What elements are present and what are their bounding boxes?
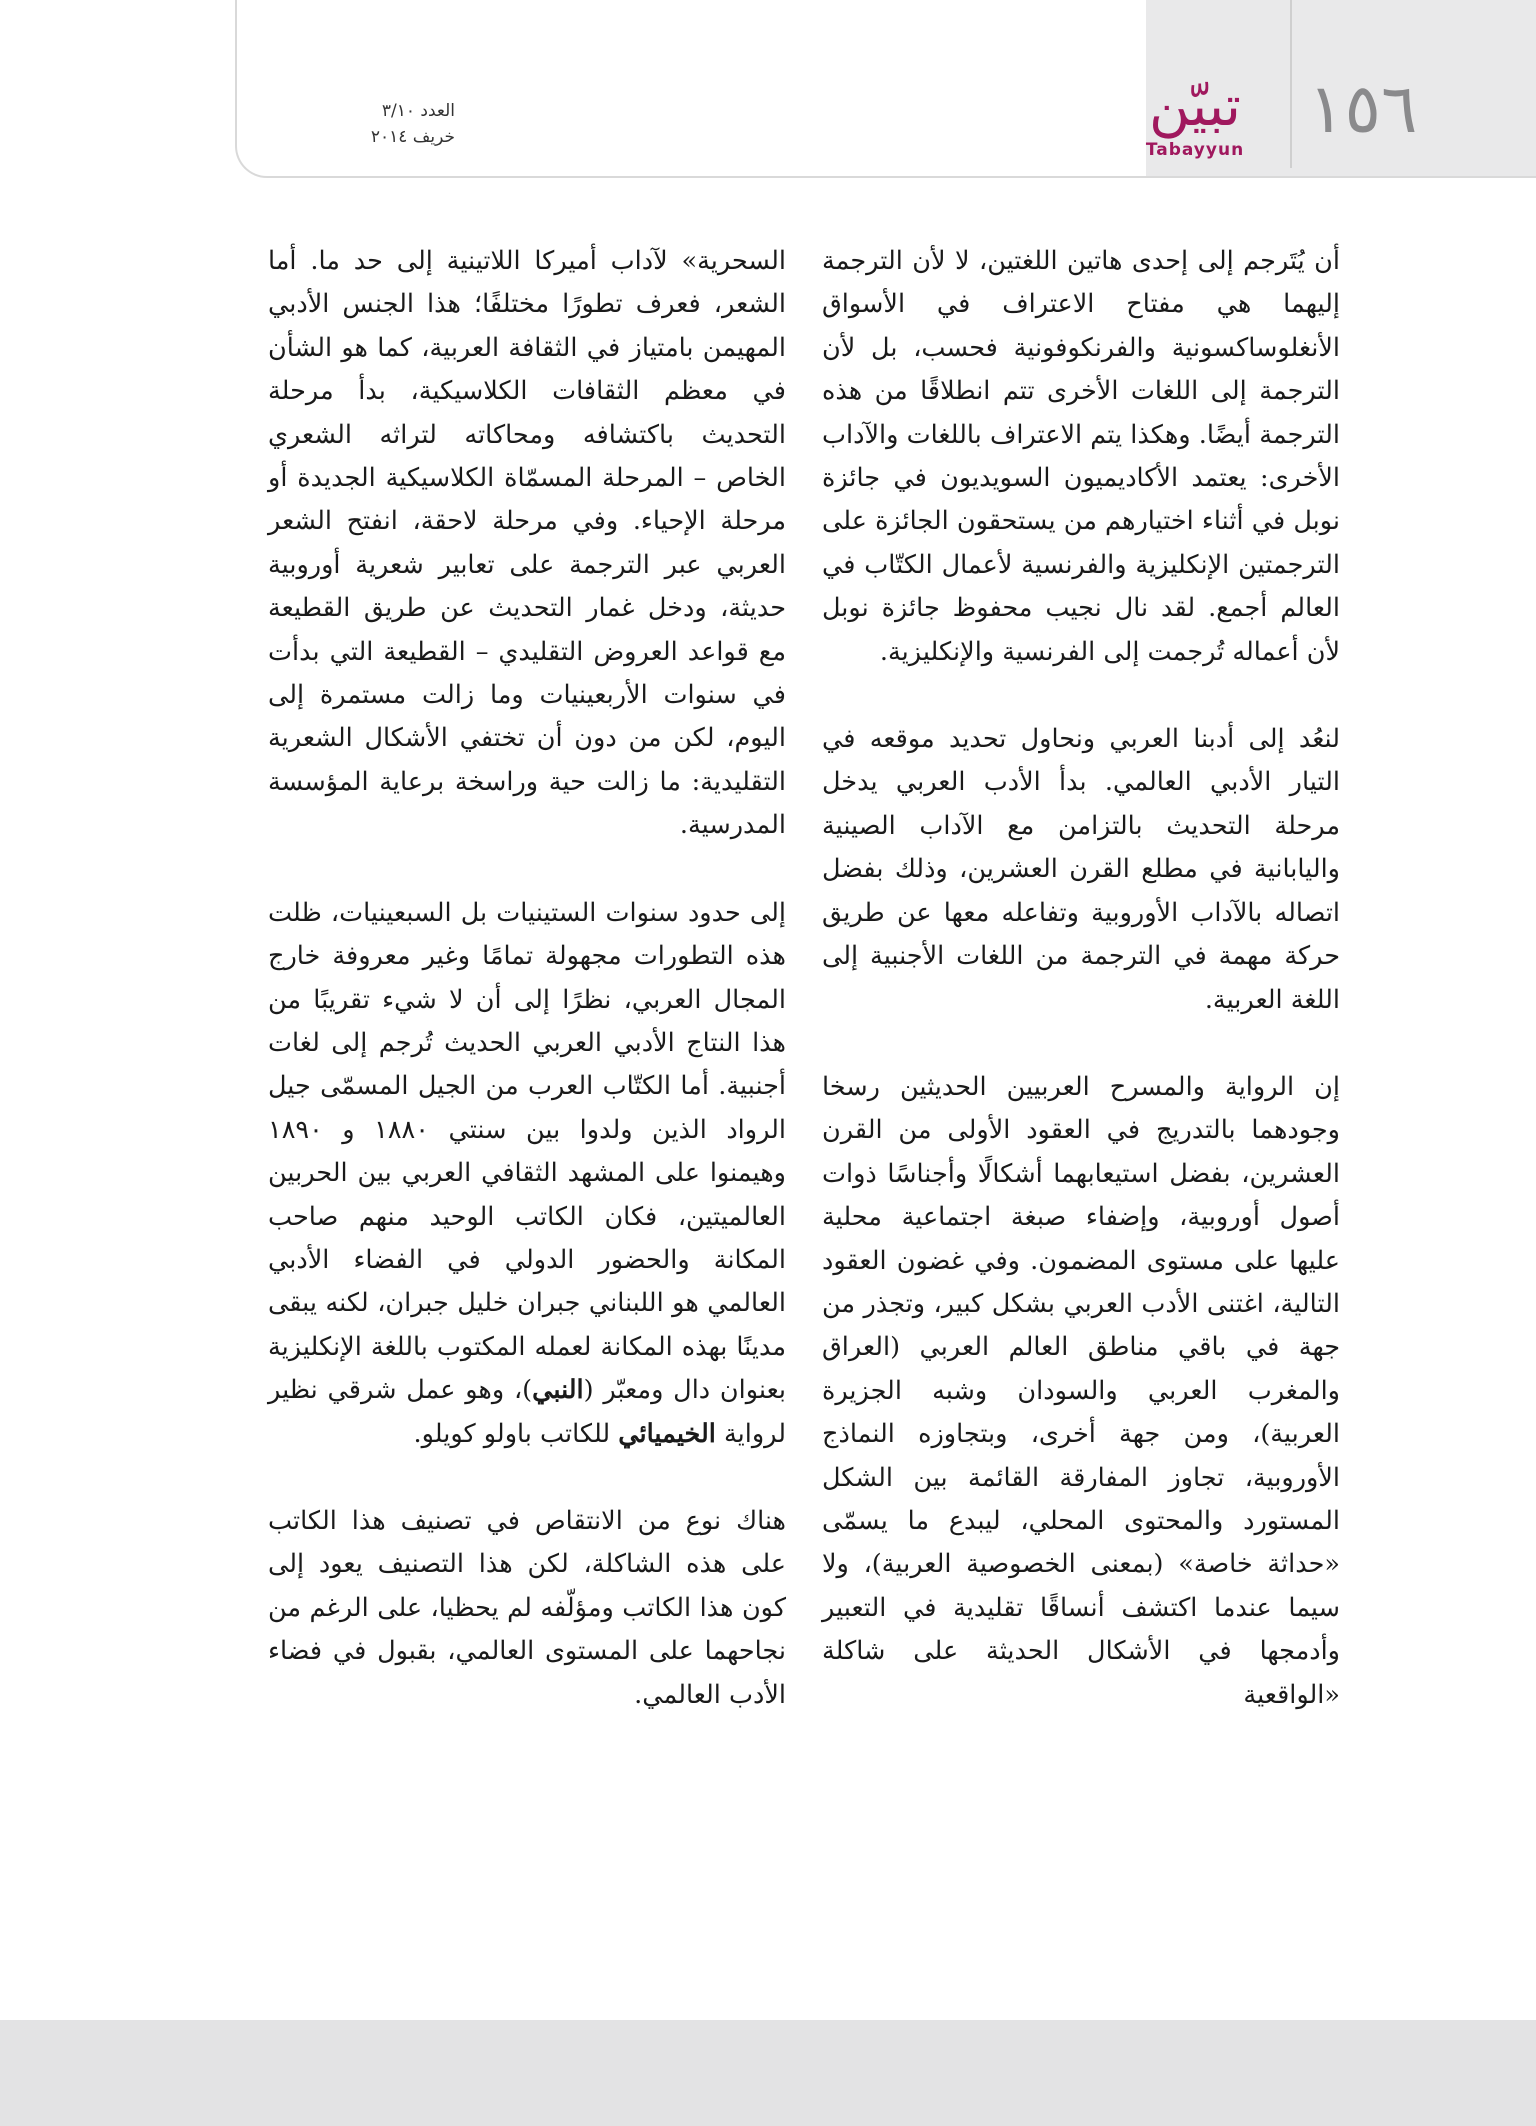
page-margin: [0, 0, 235, 2126]
paragraph-text: للكاتب باولو كويلو.: [413, 1418, 619, 1449]
paragraph: [268, 892, 786, 1456]
paragraph: أن يُتَرجم إلى إحدى هاتين اللغتين، لا لأن الترجمة إليهما هي مفتاح الاعتراف في الأسواق الأنغلوساكسونية والفرنكوفونية فحسب، بل لأن الترجمة إلى اللغات الأخرى تتم انطلاقًا من هذه الترجمة أيضًا. وهكذا يتم الاعتراف باللغات والآداب الأخرى: يعتمد الأكاديميون السويديون في جائزة نوبل في أثناء اختيارهم من يستحقون الجائزة على الترجمتين الإنكليزية والفرنسية لأعمال الكتّاب في العالم أجمع. لقد نال نجيب محفوظ جائزة نوبل لأن أعماله تُرجمت إلى الفرنسية والإنكليزية.: [822, 246, 1340, 667]
book-title-alchemist: الخيميائي: [618, 1418, 716, 1449]
issue-season: خريف ٢٠١٤: [370, 127, 455, 147]
book-title-prophet: النبي: [532, 1375, 584, 1406]
page-footer-band: [0, 2020, 1536, 2126]
page-number: ١٥٦: [1308, 70, 1418, 149]
paragraph: إن الرواية والمسرح العربيين الحديثين رسخا وجودهما بالتدريج في العقود الأولى من القرن العشرين، بفضل استيعابهما أشكالًا وأجناسًا ذوات أصول أوروبية، وإضفاء صبغة اجتماعية محلية عليها على مستوى المضمون. وفي غضون العقود التالية، اغتنى الأدب العربي بشكل كبير، وتجذر من جهة في باقي مناطق العالم العربي (العراق والمغرب العربي والسودان وشبه الجزيرة العربية)، ومن جهة أخرى، وبتجاوزه النماذج الأوروبية، تجاوز المفارقة القائمة بين الشكل المستورد والمحتوى المحلي، ليبدع ما يسمّى «حداثة خاصة» (بمعنى الخصوصية العربية)، ولا سيما عندما اكتشف أنساقًا تقليدية في التعبير وأدمجها في الأشكال الحديثة على شاكلة «الواقعية: [822, 1071, 1340, 1710]
header-divider: [1290, 0, 1292, 168]
paragraph: هناك نوع من الانتقاص في تصنيف هذا الكاتب على هذه الشاكلة، لكن هذا التصنيف يعود إلى كون هذا الكاتب ومؤلّفه لم يحظيا، على الرغم من نجاحهما على المستوى العالمي، بقبول في فضاء الأدب العالمي.: [268, 1505, 786, 1710]
text-column-left: [268, 240, 786, 1761]
issue-number: العدد ٣/١٠: [381, 101, 455, 121]
paragraph: لنعُد إلى أدبنا العربي ونحاول تحديد موقعه في التيار الأدبي العالمي. بدأ الأدب العربي يدخل مرحلة التحديث بالتزامن مع الآداب الصينية واليابانية في مطلع القرن العشرين، وذلك بفضل اتصاله بالآداب الأوروبية وتفاعله معها عن طريق حركة مهمة في الترجمة من اللغات الأجنبية إلى اللغة العربية.: [822, 724, 1340, 1015]
paragraph-text: )، وهو عمل شرقي نظير لرواية: [268, 1375, 786, 1449]
logo-latin: Tabayyun: [1145, 140, 1245, 160]
issue-info: [255, 98, 455, 154]
paragraph: السحرية» لآداب أميركا اللاتينية إلى حد ما. أما الشعر، فعرف تطورًا مختلفًا؛ هذا الجنس الأدبي المهيمن بامتياز في الثقافة العربية، كما هو الشأن في معظم الثقافات الكلاسيكية، بدأ مرحلة التحديث باكتشافه ومحاكاته لتراثه الشعري الخاص – المرحلة المسمّاة الكلاسيكية الجديدة أو مرحلة الإحياء. وفي مرحلة لاحقة، انفتح الشعر العربي عبر الترجمة على تعابير شعرية أوروبية حديثة، ودخل غمار التحديث عن طريق القطيعة مع قواعد العروض التقليدي – القطيعة التي بدأت في سنوات الأربعينيات وما زالت مستمرة إلى اليوم، لكن من دون أن تختفي الأشكال الشعرية التقليدية: ما زالت حية وراسخة برعاية المؤسسة المدرسية.: [268, 246, 786, 841]
logo-arabic: تبيّن: [1148, 74, 1241, 139]
journal-logo: [1120, 72, 1270, 164]
text-column-right: [822, 240, 1340, 1761]
paragraph-text: إلى حدود سنوات الستينيات بل السبعينيات، ظلت هذه التطورات مجهولة تمامًا وغير معروفة خارج المجال العربي، نظرًا إلى أن لا شيء تقريبًا من هذا النتاج الأدبي العربي الحديث تُرجم إلى لغات أجنبية. أما الكتّاب العرب من الجيل المسمّى جيل الرواد الذين ولدوا بين سنتي ١٨٨٠ و ١٨٩٠ وهيمنوا على المشهد الثقافي العربي بين الحربين العالميتين، فكان الكاتب الوحيد منهم صاحب المكانة والحضور الدولي في الفضاء الأدبي العالمي هو اللبناني جبران خليل جبران، لكنه يبقى مدينًا بهذه المكانة لعمله المكتوب باللغة الإنكليزية بعنوان دال ومعبّر (: [268, 897, 786, 1406]
